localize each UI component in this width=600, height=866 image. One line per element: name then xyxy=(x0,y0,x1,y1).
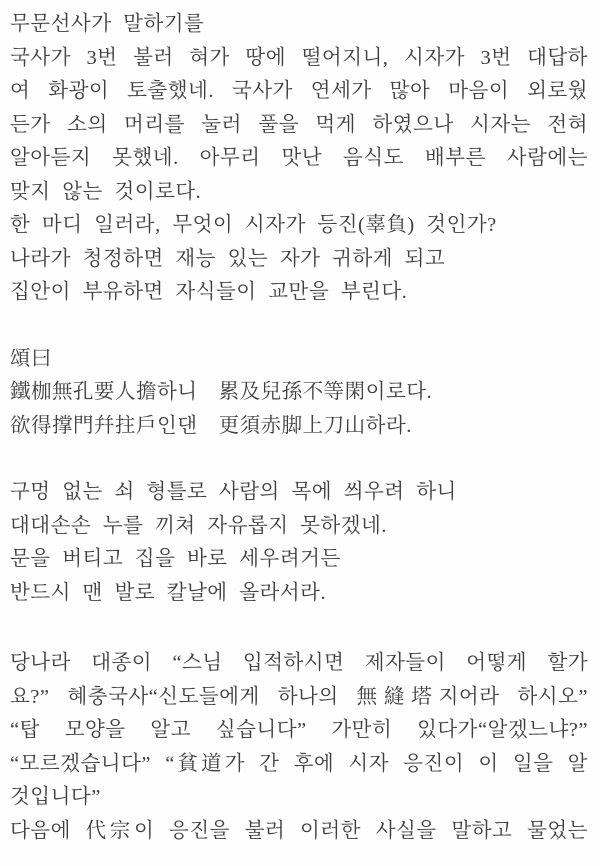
text-line: 국사가 3번 불러 혀가 땅에 떨어지니, 시자가 3번 대답하 xyxy=(10,46,588,69)
text-line: 구멍 없는 쇠 형틀로 사람의 목에 씌우려 하니 xyxy=(10,481,457,503)
dialogue-block xyxy=(10,647,588,848)
text-line: 鐵枷無孔要人擔하니 累及兒孫不等閑이로다. xyxy=(10,381,433,403)
text-line: 맞지 않는 것이로다. xyxy=(10,180,202,203)
opening-commentary-block xyxy=(10,8,588,310)
text-line: 여 화광이 토출했네. 국사가 연세가 많아 마음이 외로웠 xyxy=(10,80,588,102)
text-line: “모르겠습니다” “貧道가 간 후에 시자 응진이 이 일을 알 xyxy=(10,752,588,775)
verse-translation-block xyxy=(10,476,588,610)
text-line: “탑 모양을 알고 싶습니다” 가만히 있다가“알겠느냐?” xyxy=(10,719,588,741)
text-line: 欲得撑門幷拄戶인댄 更須赤脚上刀山하라. xyxy=(10,414,412,437)
verse-block xyxy=(10,343,588,444)
text-line: 한 마디 일러라, 무엇이 시자가 등진(辜負) 것인가? xyxy=(10,214,497,236)
text-line: 문을 버티고 집을 바로 세우려거든 xyxy=(10,548,341,570)
text-line: 나라가 청정하면 재능 있는 자가 귀하게 되고 xyxy=(10,247,446,270)
text-line: 요?” 혜충국사“신도들에게 하나의 無縫塔지어라 하시오” xyxy=(10,685,588,708)
text-line: 반드시 맨 발로 칼날에 올라서라. xyxy=(10,581,327,604)
text-line: 다음에 代宗이 응진을 불러 이러한 사실을 말하고 물었는 xyxy=(10,819,588,842)
text-line: 것입니다” xyxy=(10,786,101,808)
text-line: 대대손손 누를 끼쳐 자유롭지 못하겠네. xyxy=(10,514,387,537)
text-line: 頌曰 xyxy=(10,347,52,370)
text-line: 든가 소의 머리를 눌러 풀을 먹게 하였으나 시자는 전혀 xyxy=(10,113,588,136)
text-line: 당나라 대종이 “스님 입적하시면 제자들이 어떻게 할가 xyxy=(10,652,588,674)
text-line: 무문선사가 말하기를 xyxy=(10,13,205,35)
text-line: 알아듣지 못했네. 아무리 맛난 음식도 배부른 사람에는 xyxy=(10,147,588,169)
text-line: 집안이 부유하면 자식들이 교만을 부린다. xyxy=(10,281,408,303)
